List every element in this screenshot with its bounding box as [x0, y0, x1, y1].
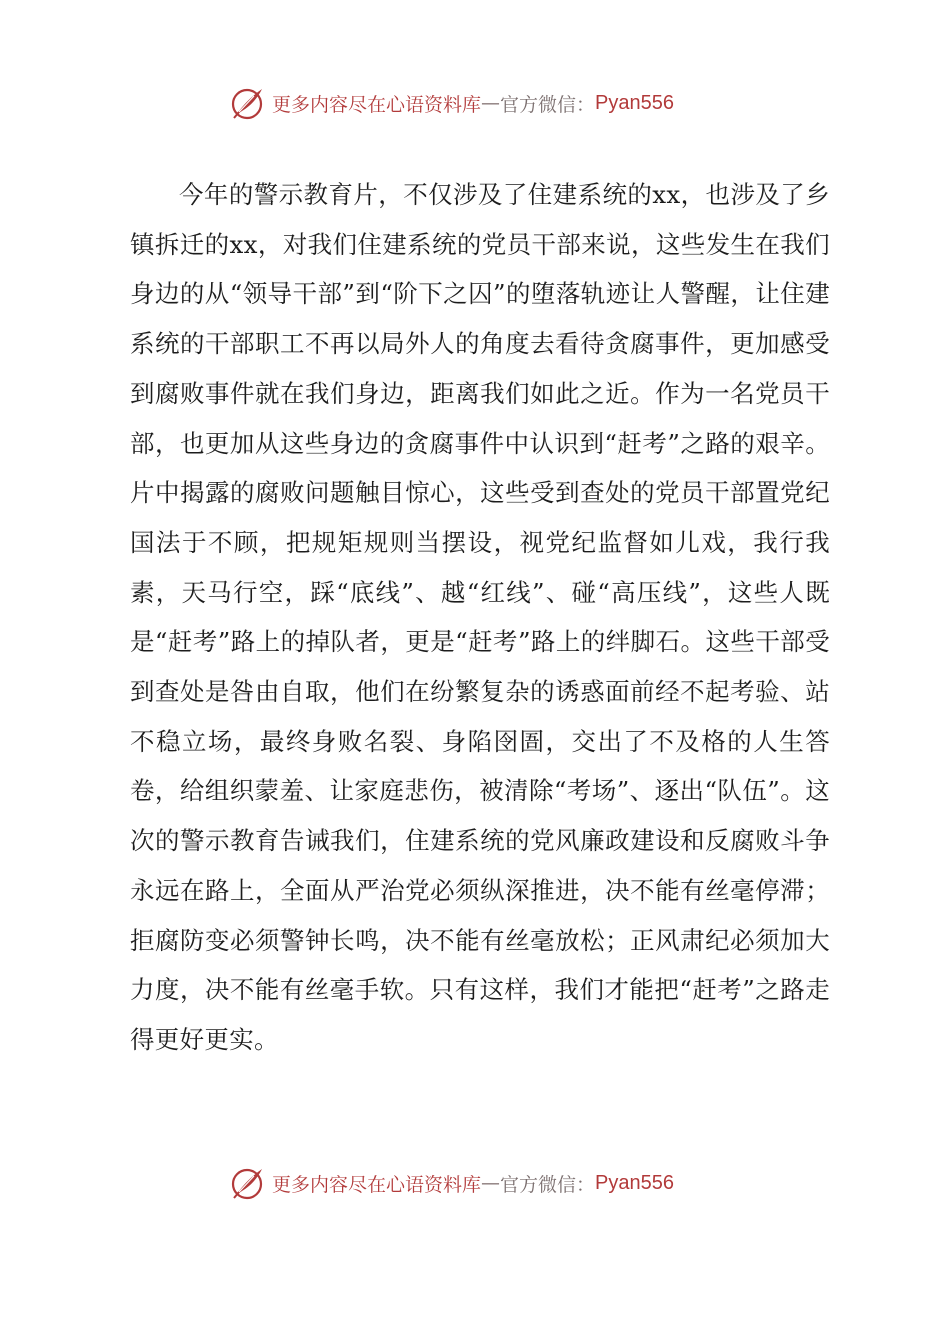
document-body	[130, 170, 830, 1065]
banner-slogan: 更多内容尽在心语资料库	[272, 1173, 482, 1196]
quill-pen-logo-icon	[230, 1165, 266, 1201]
banner-slogan: 更多内容尽在心语资料库	[272, 93, 482, 116]
body-paragraph: 今年的警示教育片，不仅涉及了住建系统的xx，也涉及了乡镇拆迁的xx，对我们住建系统的党员干部来说，这些发生在我们身边的从“领导干部”到“阶下之囚”的堕落轨迹让人警醒，让住建系统的干部职工不再以局外人的角度去看待贪腐事件，更加感受到腐败事件就在我们身边，距离我们如此之近。作为一名党员干部，也更加从这些身边的贪腐事件中认识到“赶考”之路的艰辛。片中揭露的腐败问题触目惊心，这些受到查处的党员干部置党纪国法于不顾，把规矩规则当摆设，视党纪监督如儿戏，我行我素，天马行空，踩“底线”、越“红线”、碰“高压线”，这些人既是“赶考”路上的掉队者，更是“赶考”路上的绊脚石。这些干部受到查处是咎由自取，他们在纷繁复杂的诱惑面前经不起考验、站不稳立场，最终身败名裂、身陷囹圄，交出了不及格的人生答卷，给组织蒙羞、让家庭悲伤，被清除“考场”、逐出“队伍”。这次的警示教育告诫我们，住建系统的党风廉政建设和反腐败斗争永远在路上，全面从严治党必须纵深推进，决不能有丝毫停滞；拒腐防变必须警钟长鸣，决不能有丝毫放松；正风肃纪必须加大力度，决不能有丝毫手软。只有这样，我们才能把“赶考”之路走得更好更实。	[130, 180, 830, 1054]
banner-dash: —	[481, 1172, 501, 1194]
banner-wechat-label: 官方微信：	[500, 1173, 596, 1196]
footer-banner	[230, 1163, 750, 1203]
banner-wechat-label: 官方微信：	[500, 93, 596, 116]
quill-pen-logo-icon	[230, 85, 266, 121]
banner-wechat-id: Pyan556	[595, 91, 674, 114]
header-banner	[230, 83, 750, 123]
banner-dash: —	[481, 92, 501, 114]
banner-wechat-id: Pyan556	[595, 1171, 674, 1194]
